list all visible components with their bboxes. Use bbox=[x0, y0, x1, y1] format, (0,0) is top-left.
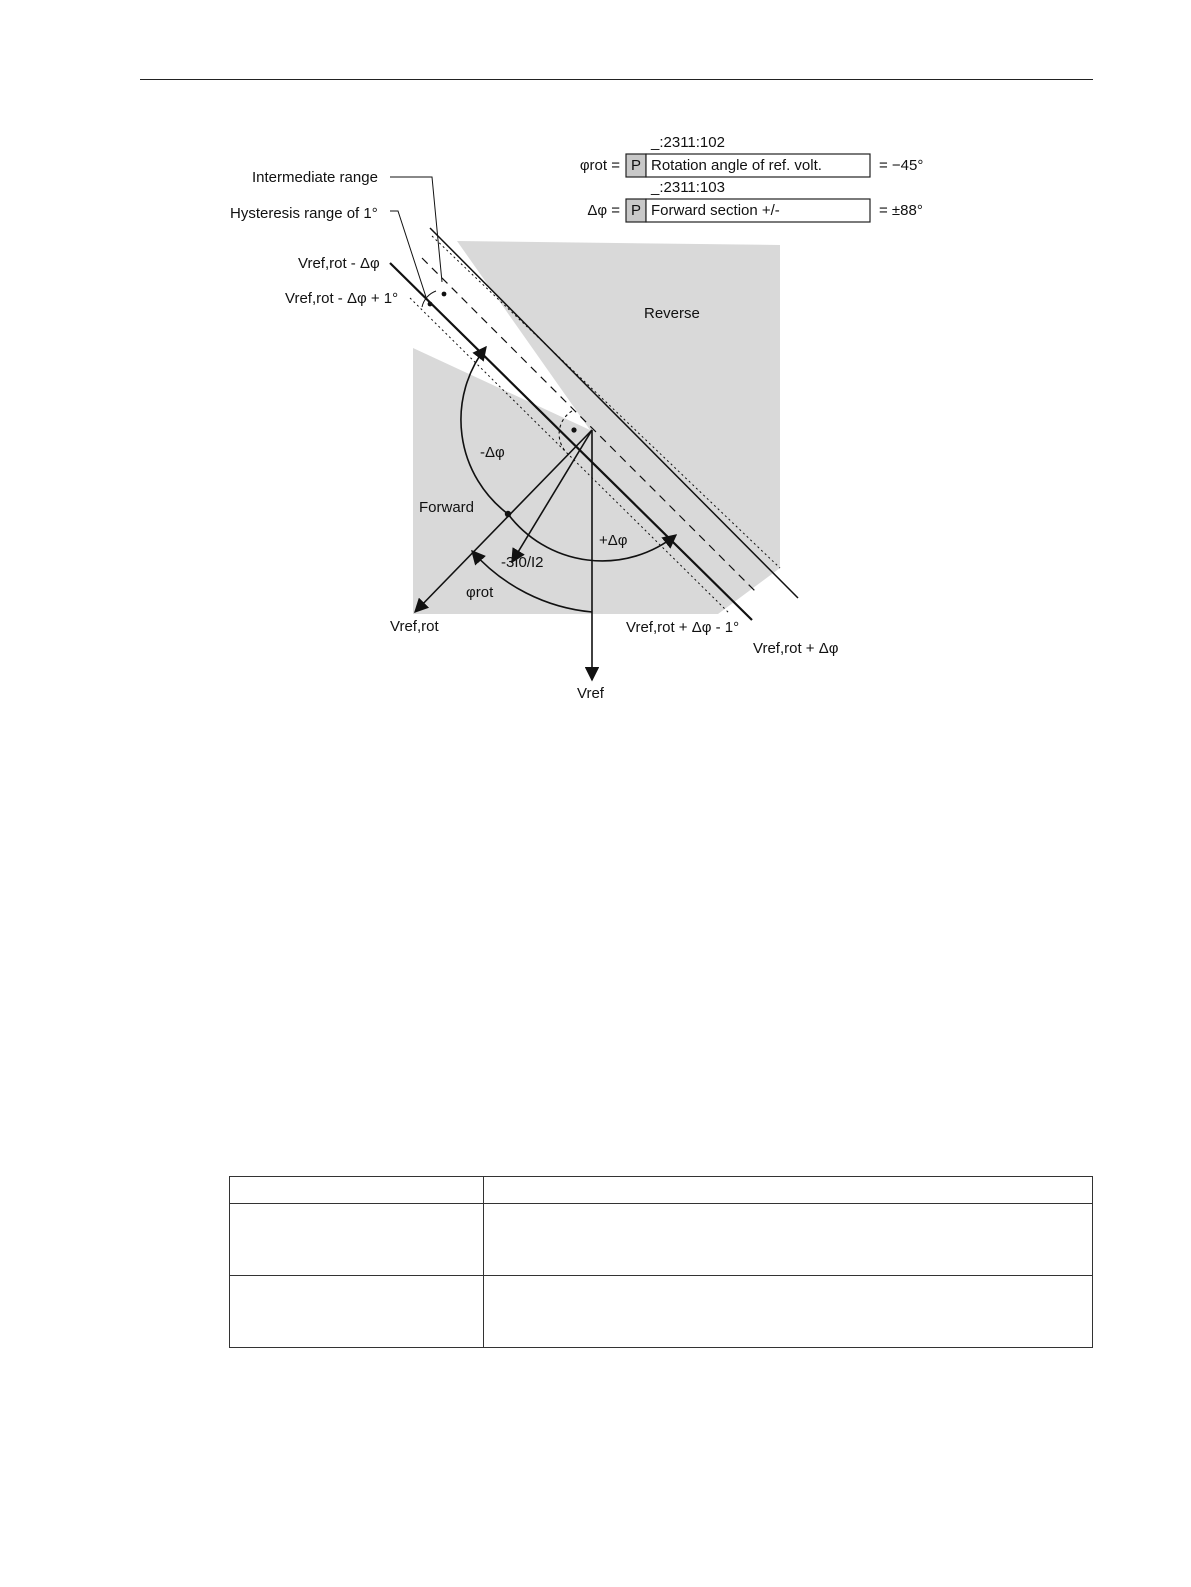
arc-origin-dot bbox=[505, 511, 511, 517]
vref-rot-plus-minus1-label: Vref,rot + Δφ - 1° bbox=[626, 619, 740, 636]
parameter-forward-section bbox=[587, 179, 923, 222]
table-cell bbox=[230, 1276, 484, 1348]
parameter-value: = ±88° bbox=[879, 202, 923, 219]
directional-characteristic-diagram bbox=[0, 0, 1191, 760]
right-angle-dot bbox=[571, 427, 576, 432]
forward-label: Forward bbox=[419, 499, 475, 516]
parameter-symbol: Δφ = bbox=[587, 202, 620, 219]
table-row bbox=[230, 1276, 1093, 1348]
parameter-address: _:2311:103 bbox=[651, 179, 725, 196]
parameter-flag: P bbox=[630, 202, 642, 219]
hysteresis-range-label: Hysteresis range of 1° bbox=[230, 205, 378, 222]
table-cell bbox=[230, 1177, 484, 1204]
empty-table bbox=[229, 1176, 1093, 1348]
reverse-label: Reverse bbox=[644, 305, 700, 322]
hysteresis-dot bbox=[428, 302, 433, 307]
intermediate-range-label: Intermediate range bbox=[252, 169, 378, 186]
parameter-name: Forward section +/- bbox=[651, 202, 780, 219]
table-cell bbox=[484, 1204, 1093, 1276]
vref-rot-minus-plus1-label: Vref,rot - Δφ + 1° bbox=[285, 290, 399, 307]
parameter-flag: P bbox=[630, 157, 642, 174]
table-cell bbox=[484, 1276, 1093, 1348]
hysteresis-range-leader bbox=[390, 211, 426, 297]
parameter-rotation-angle bbox=[580, 134, 924, 177]
vref-label: Vref bbox=[577, 685, 604, 702]
vref-rot-plus-label: Vref,rot + Δφ bbox=[753, 640, 839, 657]
table-row bbox=[230, 1204, 1093, 1276]
parameter-name: Rotation angle of ref. volt. bbox=[651, 157, 822, 174]
minus-dphi-label: -Δφ bbox=[480, 444, 505, 461]
phi-rot-label: φrot bbox=[466, 584, 494, 601]
table-header-row bbox=[230, 1177, 1093, 1204]
vref-rot-label: Vref,rot bbox=[390, 618, 439, 635]
table-cell bbox=[230, 1204, 484, 1276]
parameter-address: _:2311:102 bbox=[651, 134, 725, 151]
current-label: -3I0/I2 bbox=[501, 554, 544, 571]
parameter-symbol: φrot = bbox=[579, 157, 620, 174]
plus-dphi-label: +Δφ bbox=[599, 532, 628, 549]
vref-rot-minus-label: Vref,rot - Δφ bbox=[298, 255, 380, 272]
intermediate-dot bbox=[442, 292, 447, 297]
parameter-value: = −45° bbox=[879, 157, 924, 174]
table-cell bbox=[484, 1177, 1093, 1204]
